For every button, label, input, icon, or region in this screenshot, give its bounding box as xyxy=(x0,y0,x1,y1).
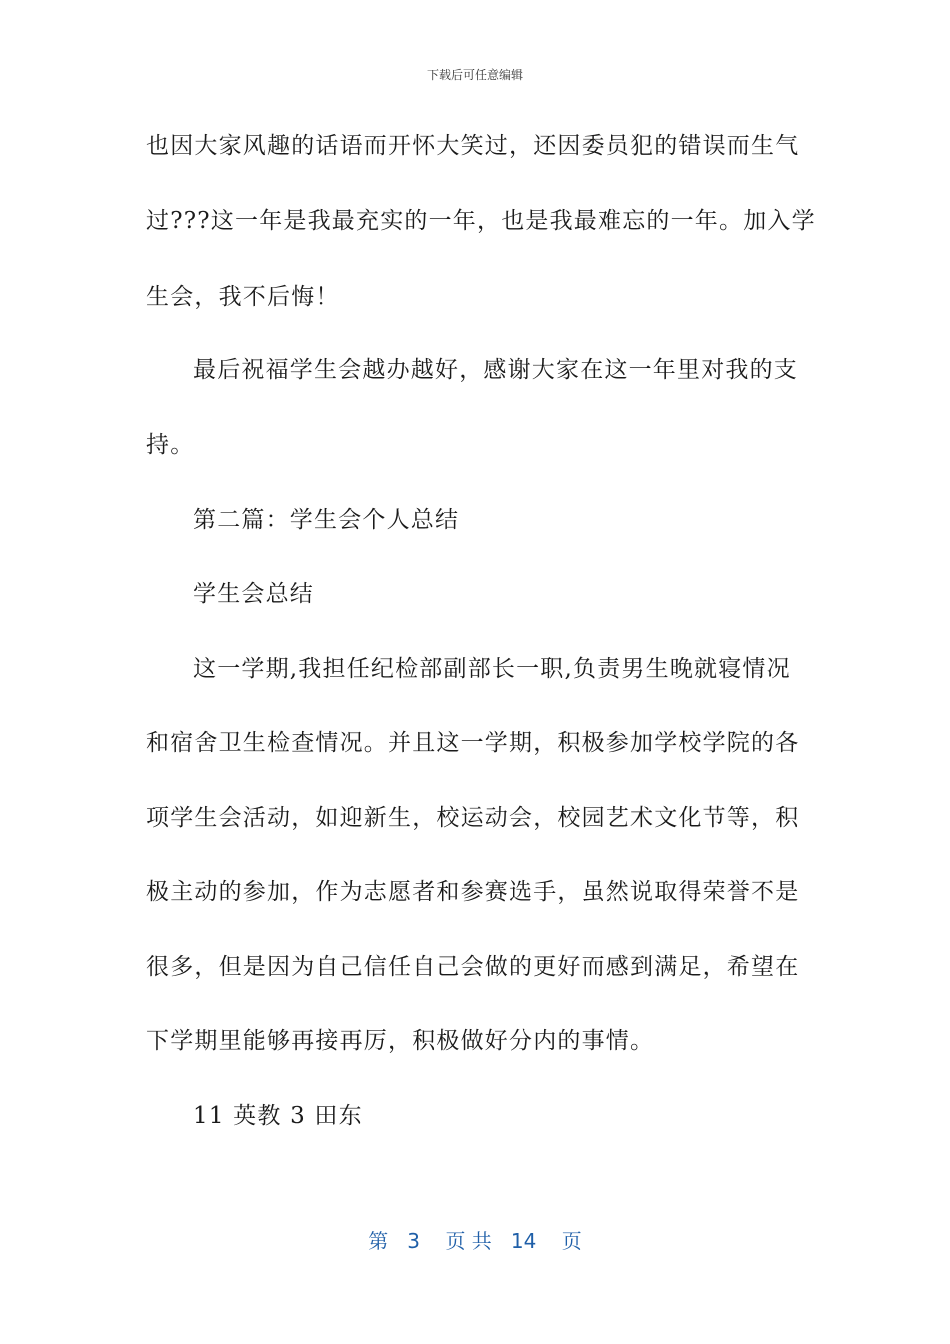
body-line-13: 下学期里能够再接再厉，积极做好分内的事情。 xyxy=(146,1028,655,1054)
section-subtitle: 学生会总结 xyxy=(193,581,314,607)
body-line-3: 生会，我不后悔！ xyxy=(146,284,340,310)
body-line-4: 最后祝福学生会越办越好，感谢大家在这一年里对我的支 xyxy=(193,357,798,383)
body-line-10: 项学生会活动，如迎新生，校运动会，校园艺术文化节等，积 xyxy=(146,805,800,831)
section-title: 第二篇：学生会个人总结 xyxy=(193,507,460,533)
body-line-9: 和宿舍卫生检查情况。并且这一学期，积极参加学校学院的各 xyxy=(146,730,800,756)
author-signature: 11 英教 3 田东 xyxy=(193,1103,363,1129)
body-line-1: 也因大家风趣的话语而开怀大笑过，还因委员犯的错误而生气 xyxy=(146,133,800,159)
body-line-5: 持。 xyxy=(146,432,195,458)
body-line-8: 这一学期,我担任纪检部副部长一职,负责男生晚就寝情况 xyxy=(193,656,791,682)
page-number-footer: 第 3 页 共 14 页 xyxy=(368,1229,582,1253)
page-header-note: 下载后可任意编辑 xyxy=(426,68,523,82)
body-line-2: 过???这一年是我最充实的一年，也是我最难忘的一年。加入学 xyxy=(146,208,816,234)
body-line-11: 极主动的参加，作为志愿者和参赛选手，虽然说取得荣誉不是 xyxy=(146,879,800,905)
body-line-12: 很多，但是因为自己信任自己会做的更好而感到满足，希望在 xyxy=(146,954,800,980)
